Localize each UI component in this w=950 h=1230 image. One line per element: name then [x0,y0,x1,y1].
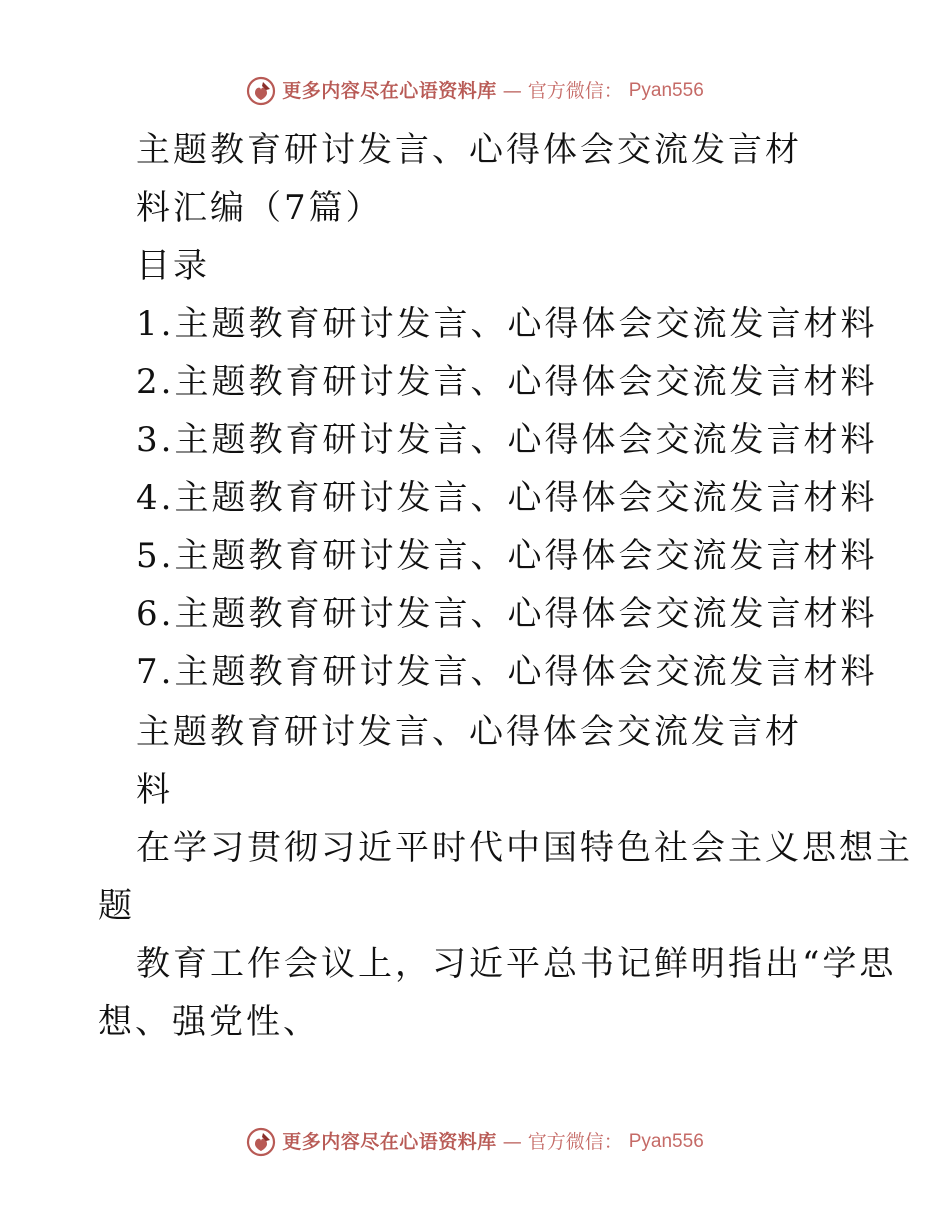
header-watermark [0,76,950,106]
watermark-wechat-label: 官方微信： [527,80,623,102]
body-paragraph-line: 题 [98,886,135,926]
watermark-wechat-label: 官方微信： [527,1131,623,1153]
body-paragraph-line: 教育工作会议上，习近平总书记鲜明指出“学思 [136,944,897,984]
toc-item: 1.主题教育研讨发言、心得体会交流发言材料 [136,304,878,344]
document-title-line-1: 主题教育研讨发言、心得体会交流发言材 [136,130,802,170]
watermark-dash: — [502,80,522,102]
toc-item: 3.主题教育研讨发言、心得体会交流发言材料 [136,420,878,460]
watermark-wechat-id: Pyan556 [628,1131,704,1152]
toc-item: 4.主题教育研讨发言、心得体会交流发言材料 [136,478,878,518]
toc-item: 5.主题教育研讨发言、心得体会交流发言材料 [136,536,878,576]
watermark-wechat-id: Pyan556 [628,80,704,101]
watermark-brand: 更多内容尽在心语资料库 [282,80,497,102]
toc-item: 7.主题教育研讨发言、心得体会交流发言材料 [136,652,878,692]
toc-item: 6.主题教育研讨发言、心得体会交流发言材料 [136,594,878,634]
body-paragraph-line: 在学习贯彻习近平时代中国特色社会主义思想主 [136,828,913,868]
document-title-line-2: 料汇编（7篇） [136,188,383,228]
watermark-brand: 更多内容尽在心语资料库 [282,1131,497,1153]
pen-heart-logo-icon [246,76,276,106]
toc-item: 2.主题教育研讨发言、心得体会交流发言材料 [136,362,878,402]
watermark-dash: — [502,1131,522,1153]
section-title-line-2: 料 [136,770,173,810]
footer-watermark [0,1127,950,1157]
body-paragraph-line: 想、强党性、 [98,1002,320,1042]
pen-heart-logo-icon [246,1127,276,1157]
toc-heading: 目录 [136,246,210,286]
section-title-line-1: 主题教育研讨发言、心得体会交流发言材 [136,712,802,752]
